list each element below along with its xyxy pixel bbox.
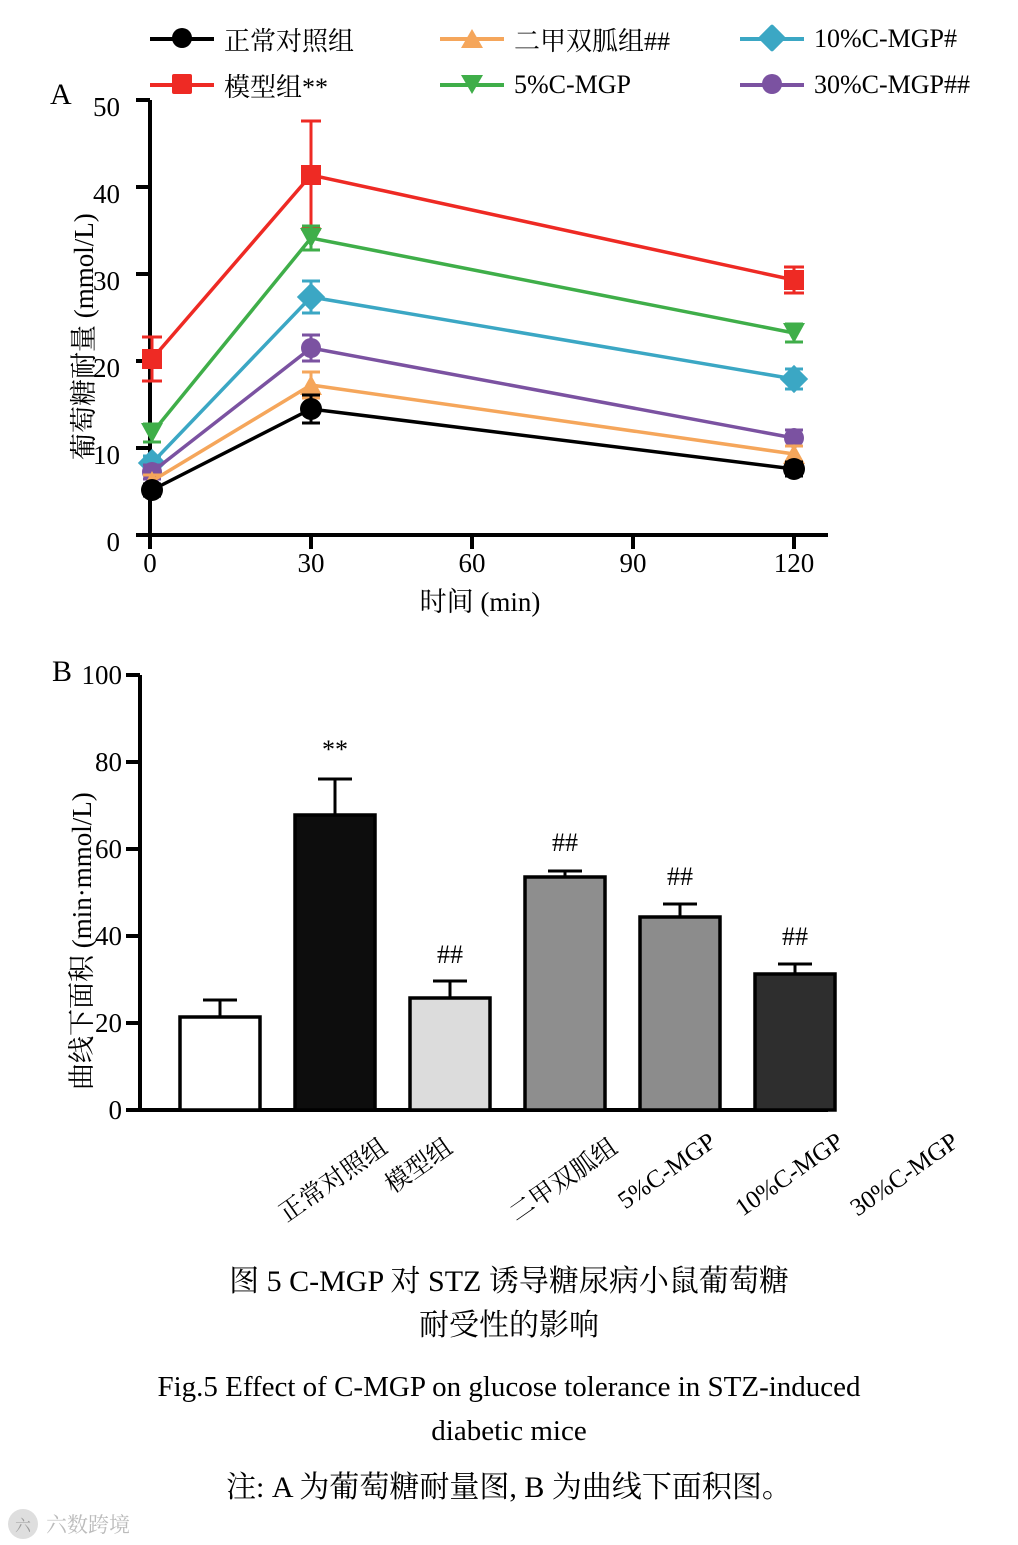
category-label-0: 正常对照组 <box>274 1133 393 1228</box>
panel-a-xtick-60: 60 <box>458 548 486 578</box>
watermark-text: 六数跨境 <box>46 1514 130 1537</box>
caption-note: 注: A 为葡萄糖耐量图, B 为曲线下面积图。 <box>226 1471 792 1504</box>
annotation-model: ** <box>322 735 348 764</box>
category-label-2: 二甲双胍组 <box>504 1133 623 1228</box>
caption-line-4: diabetic mice <box>431 1415 587 1447</box>
panel-a-ytick-10: 10 <box>93 440 120 470</box>
panel-a-y-axis-title: 葡萄糖耐量 (mmol/L) <box>69 213 99 460</box>
bar-normal-control <box>180 1000 260 1110</box>
panel-b-ytick-40: 40 <box>95 921 122 951</box>
panel-b-ytick-60: 60 <box>95 834 122 864</box>
panel-a-xtick-30: 30 <box>297 548 325 578</box>
bar-10-cmgp <box>640 904 720 1110</box>
panel-b-ytick-80: 80 <box>95 747 122 777</box>
legend-label: 5%C-MGP <box>514 70 632 99</box>
annotation-metformin: ## <box>437 940 463 969</box>
legend-label: 30%C-MGP## <box>814 70 971 99</box>
category-label-1: 模型组 <box>380 1133 458 1199</box>
panel-b-ytick-20: 20 <box>95 1008 122 1038</box>
bar-metformin <box>410 981 490 1110</box>
category-label-4: 10%C-MGP <box>730 1128 849 1222</box>
panel-a-ytick-50: 50 <box>93 92 120 122</box>
panel-a-xtick-90: 90 <box>619 548 647 578</box>
caption-line-3: Fig.5 Effect of C-MGP on glucose tolerance in STZ-induced <box>157 1371 861 1403</box>
panel-a-ytick-30: 30 <box>93 266 120 296</box>
category-label-3: 5%C-MGP <box>613 1128 722 1215</box>
watermark <box>8 1509 130 1539</box>
bar-5-cmgp <box>525 871 605 1110</box>
caption-line-1: 图 5 C-MGP 对 STZ 诱导糖尿病小鼠葡萄糖 <box>229 1265 789 1298</box>
legend-label: 10%C-MGP# <box>814 24 958 53</box>
caption-line-2: 耐受性的影响 <box>419 1309 599 1342</box>
panel-b-ytick-0: 0 <box>108 1095 122 1125</box>
legend-label: 正常对照组 <box>224 26 355 56</box>
panel-a-ytick-20: 20 <box>93 353 120 383</box>
annotation-5-cmgp: ## <box>552 828 578 857</box>
panel-b-ytick-100: 100 <box>81 660 122 690</box>
legend-label: 二甲双胍组## <box>514 26 671 56</box>
panel-b-y-axis-title: 曲线下面积 (min·mmol/L) <box>67 792 97 1090</box>
panel-a-ytick-0: 0 <box>106 527 120 557</box>
bar-30-cmgp <box>755 964 835 1110</box>
category-label-5: 30%C-MGP <box>845 1128 964 1222</box>
legend-label: 模型组** <box>224 72 329 102</box>
annotation-10-cmgp: ## <box>667 862 693 891</box>
panel-a-ytick-40: 40 <box>93 179 120 209</box>
annotation-30-cmgp: ## <box>782 922 808 951</box>
panel-a-xtick-0: 0 <box>143 548 157 578</box>
watermark-logo-icon: 六 <box>8 1509 38 1539</box>
panel-a-x-axis-title: 时间 (min) <box>419 587 541 617</box>
panel-b-label: B <box>52 655 73 688</box>
bar-model <box>295 779 375 1110</box>
panel-a-xtick-120: 120 <box>773 548 815 578</box>
panel-a-label: A <box>50 78 72 111</box>
